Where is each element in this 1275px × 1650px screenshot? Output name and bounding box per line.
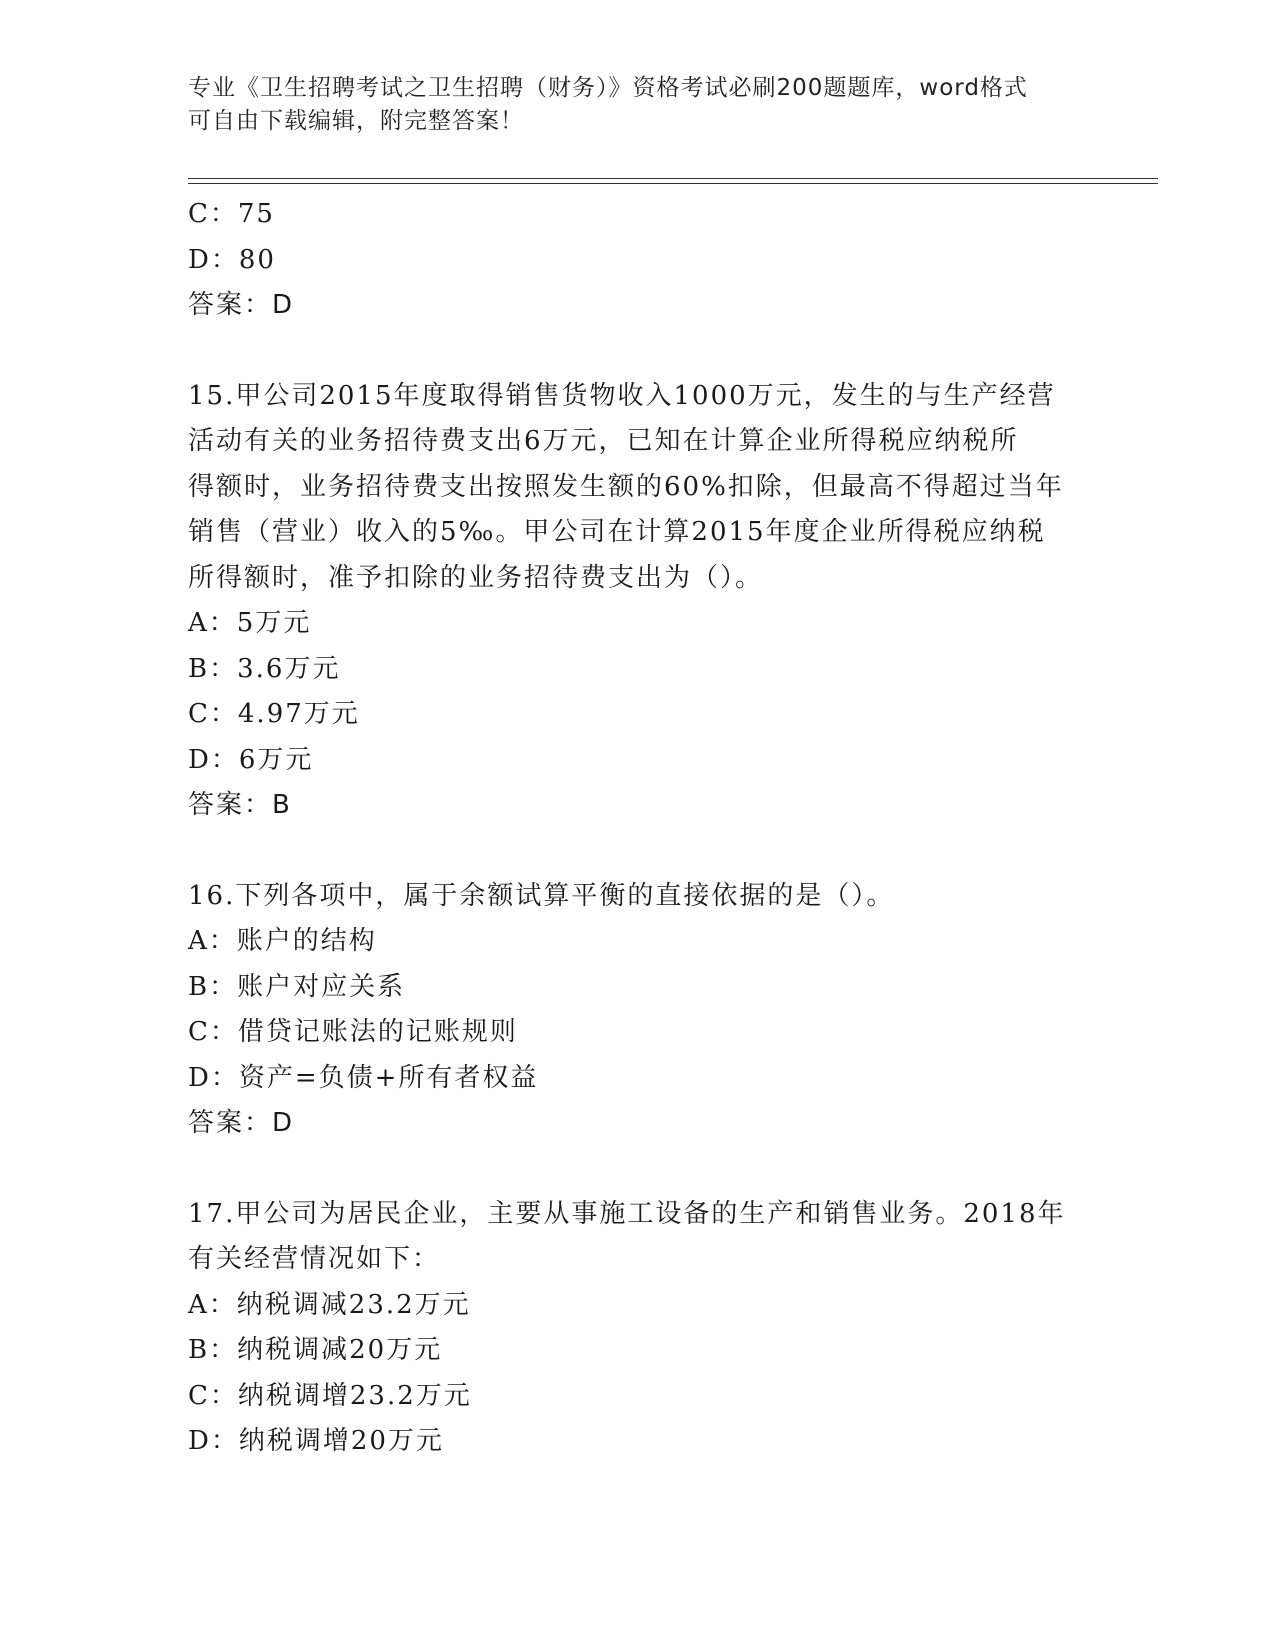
option-d: D：资产=负债+所有者权益	[188, 1062, 539, 1093]
spacer	[188, 1147, 1088, 1192]
spacer	[188, 829, 1088, 874]
question-text-line: 15.甲公司2015年度取得销售货物收入1000万元，发生的与生产经营	[188, 380, 1056, 411]
question-17	[188, 1192, 1088, 1465]
answer-line: 答案：D	[188, 1108, 295, 1138]
question-16	[188, 874, 1088, 1147]
option-d: D：6万元	[188, 744, 314, 775]
option-d: D：80	[188, 244, 276, 275]
header-line-2: 可自由下载编辑，附完整答案！	[188, 108, 524, 134]
option-c: C：75	[188, 199, 275, 229]
header-line-1: 专业《卫生招聘考试之卫生招聘（财务）》资格考试必刷200题题库，word格式	[188, 75, 1028, 101]
option-b: B：纳税调减20万元	[188, 1335, 443, 1365]
answer-line: 答案：B	[188, 790, 292, 820]
option-b: B：账户对应关系	[188, 971, 406, 1002]
question-text-line: 17.甲公司为居民企业，主要从事施工设备的生产和销售业务。2018年	[188, 1198, 1066, 1229]
question-text-line: 得额时，业务招待费支出按照发生额的60%扣除，但最高不得超过当年	[188, 471, 1064, 502]
spacer	[188, 329, 1088, 374]
option-a: A：纳税调减23.2万元	[188, 1289, 471, 1320]
question-text-line: 所得额时，准予扣除的业务招待费支出为（）。	[188, 562, 764, 593]
option-a: A：账户的结构	[188, 926, 377, 956]
document-header	[188, 72, 1088, 138]
question-text-line: 活动有关的业务招待费支出6万元，已知在计算企业所得税应纳税所	[188, 426, 1019, 456]
option-a: A：5万元	[188, 608, 312, 638]
document-body	[188, 192, 1088, 1465]
question-text-line: 16.下列各项中，属于余额试算平衡的直接依据的是（）。	[188, 880, 895, 911]
option-b: B：3.6万元	[188, 653, 341, 684]
option-c: C：纳税调增23.2万元	[188, 1380, 472, 1411]
option-d: D：纳税调增20万元	[188, 1426, 444, 1456]
header-divider-top	[188, 178, 1158, 179]
option-c: C：借贷记账法的记账规则	[188, 1017, 518, 1047]
question-text-line: 销售（营业）收入的5‰。甲公司在计算2015年度企业所得税应纳税	[188, 517, 1046, 547]
header-divider-bottom	[188, 183, 1158, 184]
question-15	[188, 374, 1088, 829]
question-text-line: 有关经营情况如下：	[188, 1244, 441, 1274]
answer-line: 答案：D	[188, 290, 295, 320]
option-c: C：4.97万元	[188, 699, 360, 729]
